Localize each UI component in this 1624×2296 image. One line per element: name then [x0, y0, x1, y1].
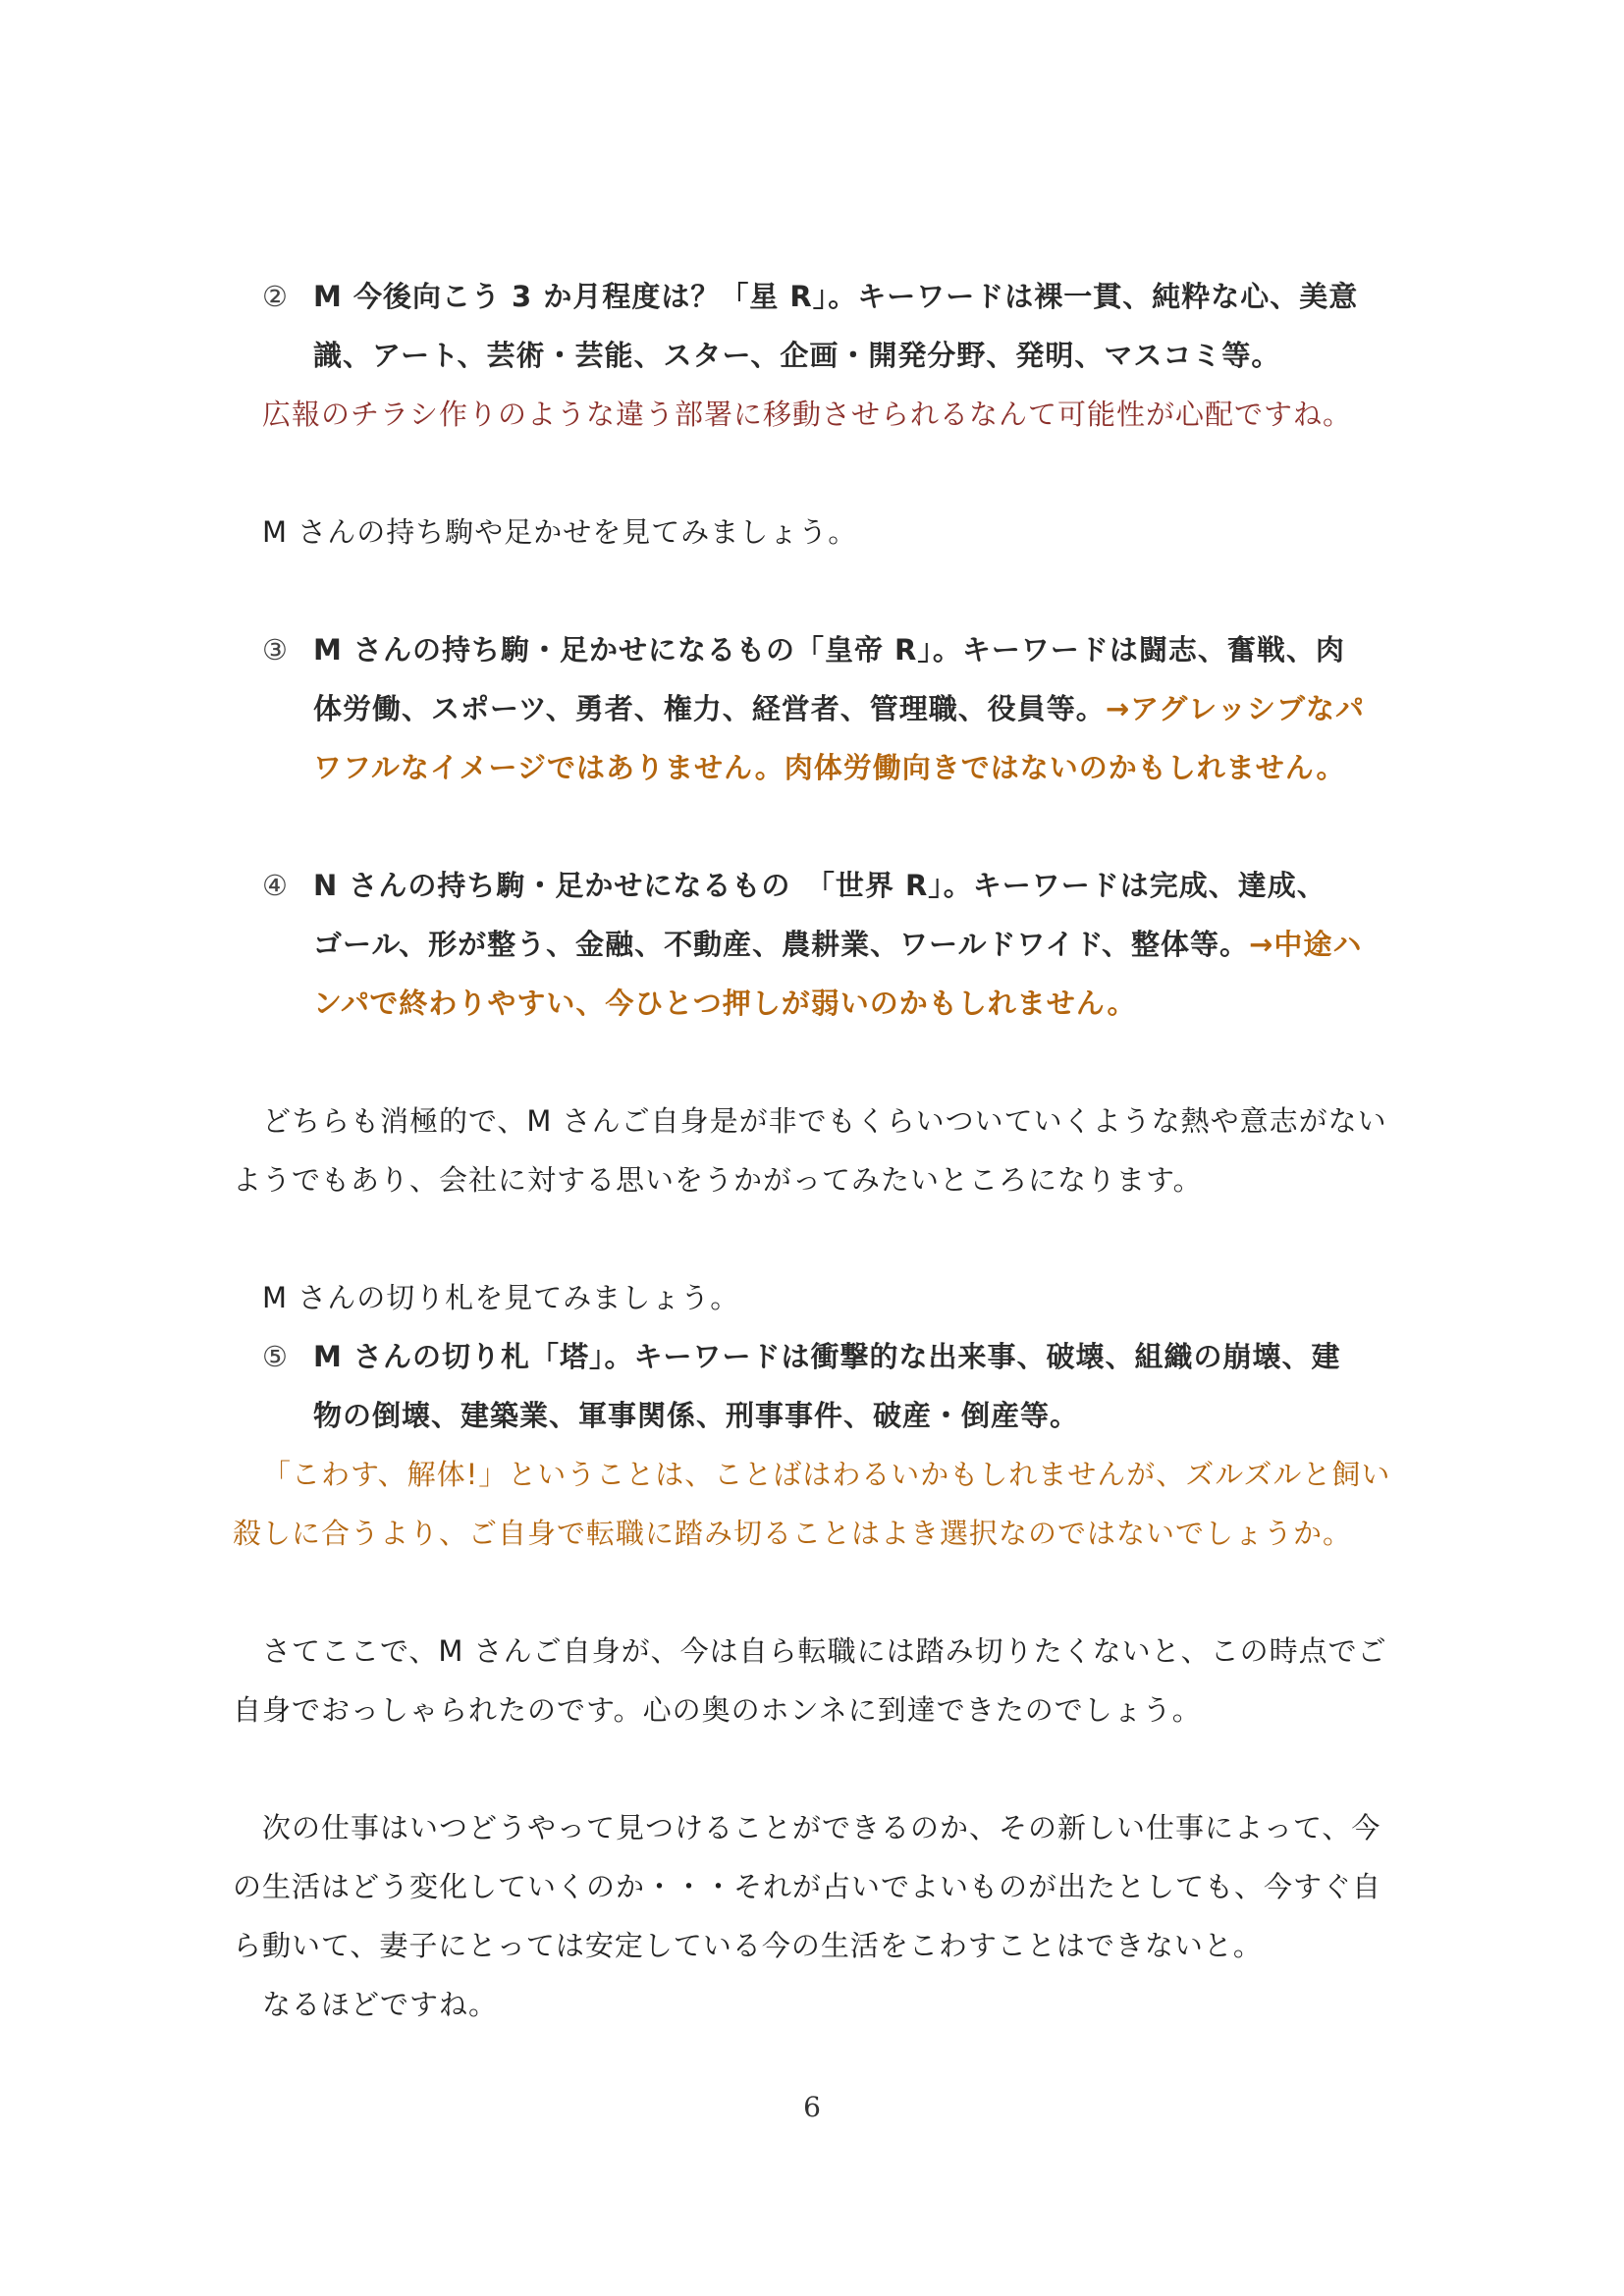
page-number: 6: [803, 2091, 821, 2123]
item-5-line-1: ⑤ M さんの切り札「塔」。キーワードは衝撃的な出来事、破壊、組織の崩壊、建: [262, 1337, 1340, 1376]
item-4-comment-start: →中途ハ: [1249, 928, 1363, 961]
item-5-number: ⑤: [262, 1340, 289, 1373]
para-both-line-2: ようでもあり、会社に対する思いをうかがってみたいところになります。: [233, 1163, 1203, 1197]
para-both-line-1: どちらも消極的で、M さんご自身是が非でもくらいついていくような熱や意志がない: [262, 1104, 1387, 1138]
para-next-line-2: の生活はどう変化していくのか・・・それが占いでよいものが出たとしても、今すぐ自: [233, 1870, 1382, 1903]
item-2-note: 広報のチラシ作りのような違う部署に移動させられるなんて可能性が心配ですね。: [262, 398, 1353, 431]
para-next-line-1: 次の仕事はいつどうやって見つけることができるのか、その新しい仕事によって、今: [262, 1811, 1381, 1844]
item-3-comment-start: →アグレッシブなパ: [1105, 692, 1365, 725]
intro-kirifuda: M さんの切り札を見てみましょう。: [262, 1281, 740, 1314]
para-sate-line-2: 自身でおっしゃられたのです。心の奥のホンネに到達できたのでしょう。: [233, 1693, 1202, 1727]
intro-mochi-goma: M さんの持ち駒や足かせを見てみましょう。: [262, 515, 858, 549]
item-5-note-line-1: 「こわす、解体!」ということは、ことばはわるいかもしれませんが、ズルズルと飼い: [262, 1458, 1391, 1491]
item-2-line-1: ② M 今後向こう 3 か月程度は？「星 R」。キーワードは裸一貫、純粋な心、美意: [262, 277, 1358, 316]
item-3-line-1: ③ M さんの持ち駒・足かせになるもの「皇帝 R」。キーワードは闘志、奮戦、肉: [262, 630, 1345, 669]
item-3-number: ③: [262, 633, 289, 667]
item-4-comment: ンパで終わりやすい、今ひとつ押しが弱いのかもしれません。: [313, 987, 1137, 1020]
item-5-line-2: 物の倒壊、建築業、軍事関係、刑事事件、破産・倒産等。: [313, 1399, 1080, 1432]
item-2-line-2: 識、アート、芸術・芸能、スター、企画・開発分野、発明、マスコミ等。: [313, 339, 1281, 372]
item-3-line-2: 体労働、スポーツ、勇者、権力、経営者、管理職、役員等。→アグレッシブなパ: [313, 692, 1365, 725]
item-4-number: ④: [262, 869, 289, 902]
item-2-number: ②: [262, 280, 289, 313]
para-next-line-3: ら動いて、妻子にとっては安定している今の生活をこわすことはできないと。: [233, 1929, 1263, 1962]
item-5-note-line-2: 殺しに合うより、ご自身で転職に踏み切ることはよき選択なのではないでしょうか。: [233, 1517, 1353, 1550]
item-4-line-1: ④ N さんの持ち駒・足かせになるもの 「世界 R」。キーワードは完成、達成、: [262, 866, 1326, 905]
item-3-comment: ワフルなイメージではありません。肉体労働向きではないのかもしれません。: [313, 751, 1346, 784]
para-sate-line-1: さてここで、M さんご自身が、今は自ら転職には踏み切りたくないと、この時点でご: [262, 1634, 1387, 1668]
item-4-line-2: ゴール、形が整う、金融、不動産、農耕業、ワールドワイド、整体等。→中途ハ: [313, 928, 1363, 961]
para-next-line-4: なるほどですね。: [262, 1988, 499, 2021]
